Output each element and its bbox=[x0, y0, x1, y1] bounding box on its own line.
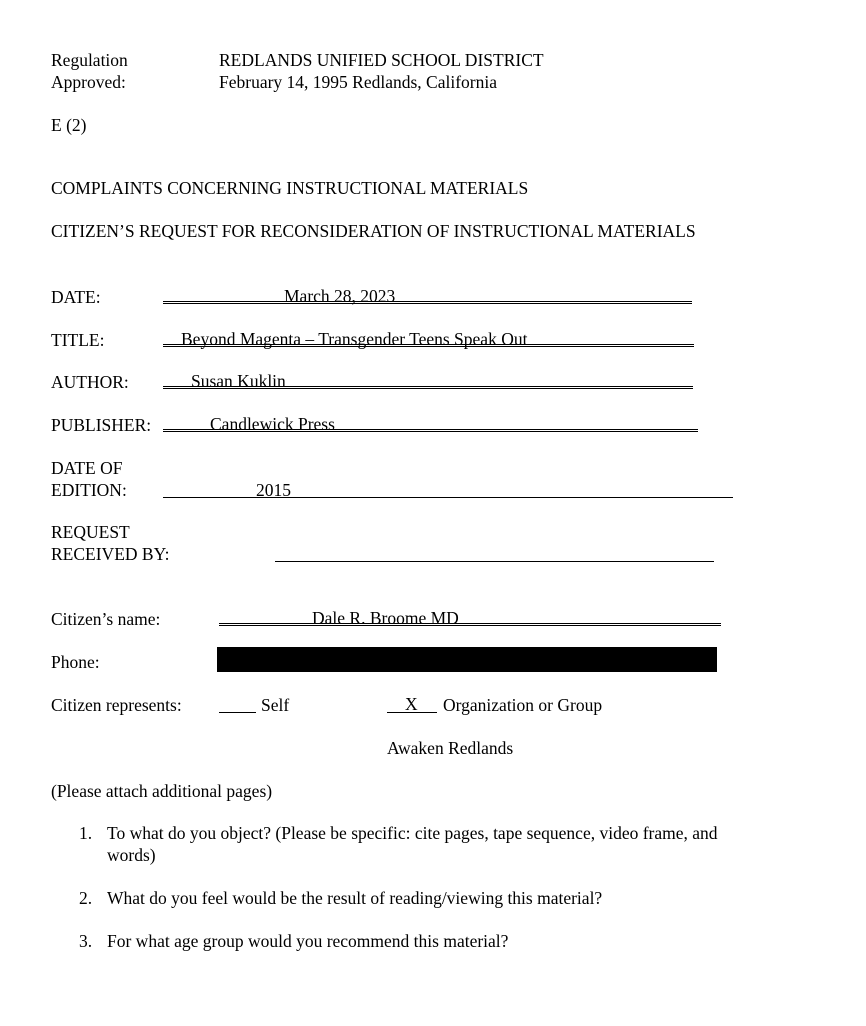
question-1-text-line1: To what do you object? (Please be specific: cite pages, tape sequence, video frame, and bbox=[107, 823, 718, 843]
question-3-number: 3. bbox=[79, 931, 93, 951]
approval-date-location: February 14, 1995 Redlands, California bbox=[219, 72, 498, 92]
self-checkbox-line bbox=[219, 712, 256, 713]
received-line bbox=[275, 561, 714, 562]
title-value: Beyond Magenta – Transgender Teens Speak Out bbox=[181, 329, 528, 349]
citizen-name-label: Citizen’s name: bbox=[51, 609, 161, 629]
publisher-label: PUBLISHER: bbox=[51, 415, 152, 435]
edition-line bbox=[163, 497, 733, 498]
date-line bbox=[163, 301, 692, 304]
district-name: REDLANDS UNIFIED SCHOOL DISTRICT bbox=[219, 50, 544, 70]
phone-label: Phone: bbox=[51, 652, 100, 672]
org-mark: X bbox=[405, 694, 418, 714]
question-1-number: 1. bbox=[79, 823, 93, 843]
received-label-line1: REQUEST bbox=[51, 522, 130, 542]
organization-name: Awaken Redlands bbox=[387, 738, 514, 758]
author-label: AUTHOR: bbox=[51, 372, 129, 392]
question-3-text: For what age group would you recommend this material? bbox=[107, 931, 509, 951]
publisher-value: Candlewick Press bbox=[210, 414, 335, 434]
self-option-label: Self bbox=[261, 695, 290, 715]
org-option-label: Organization or Group bbox=[443, 695, 603, 715]
citizen-name-line bbox=[219, 623, 721, 626]
request-heading: CITIZEN’S REQUEST FOR RECONSIDERATION OF INSTRUCTIONAL MATERIALS bbox=[51, 221, 696, 241]
complaints-heading: COMPLAINTS CONCERNING INSTRUCTIONAL MATERIALS bbox=[51, 178, 529, 198]
question-1-text-line2: words) bbox=[107, 845, 156, 865]
citizen-name-value: Dale R. Broome MD bbox=[312, 608, 459, 628]
date-label: DATE: bbox=[51, 287, 101, 307]
represents-label: Citizen represents: bbox=[51, 695, 182, 715]
question-2-text: What do you feel would be the result of reading/viewing this material? bbox=[107, 888, 603, 908]
regulation-label: Regulation bbox=[51, 50, 128, 70]
attach-note: (Please attach additional pages) bbox=[51, 781, 273, 801]
question-2-number: 2. bbox=[79, 888, 93, 908]
edition-label-line1: DATE OF bbox=[51, 458, 123, 478]
author-value: Susan Kuklin bbox=[191, 371, 286, 391]
approved-label: Approved: bbox=[51, 72, 126, 92]
edition-value: 2015 bbox=[256, 480, 291, 500]
received-label-line2: RECEIVED BY: bbox=[51, 544, 170, 564]
title-label: TITLE: bbox=[51, 330, 105, 350]
phone-redaction bbox=[217, 647, 717, 672]
date-value: March 28, 2023 bbox=[284, 286, 396, 306]
edition-label-line2: EDITION: bbox=[51, 480, 127, 500]
exhibit-code: E (2) bbox=[51, 115, 87, 135]
